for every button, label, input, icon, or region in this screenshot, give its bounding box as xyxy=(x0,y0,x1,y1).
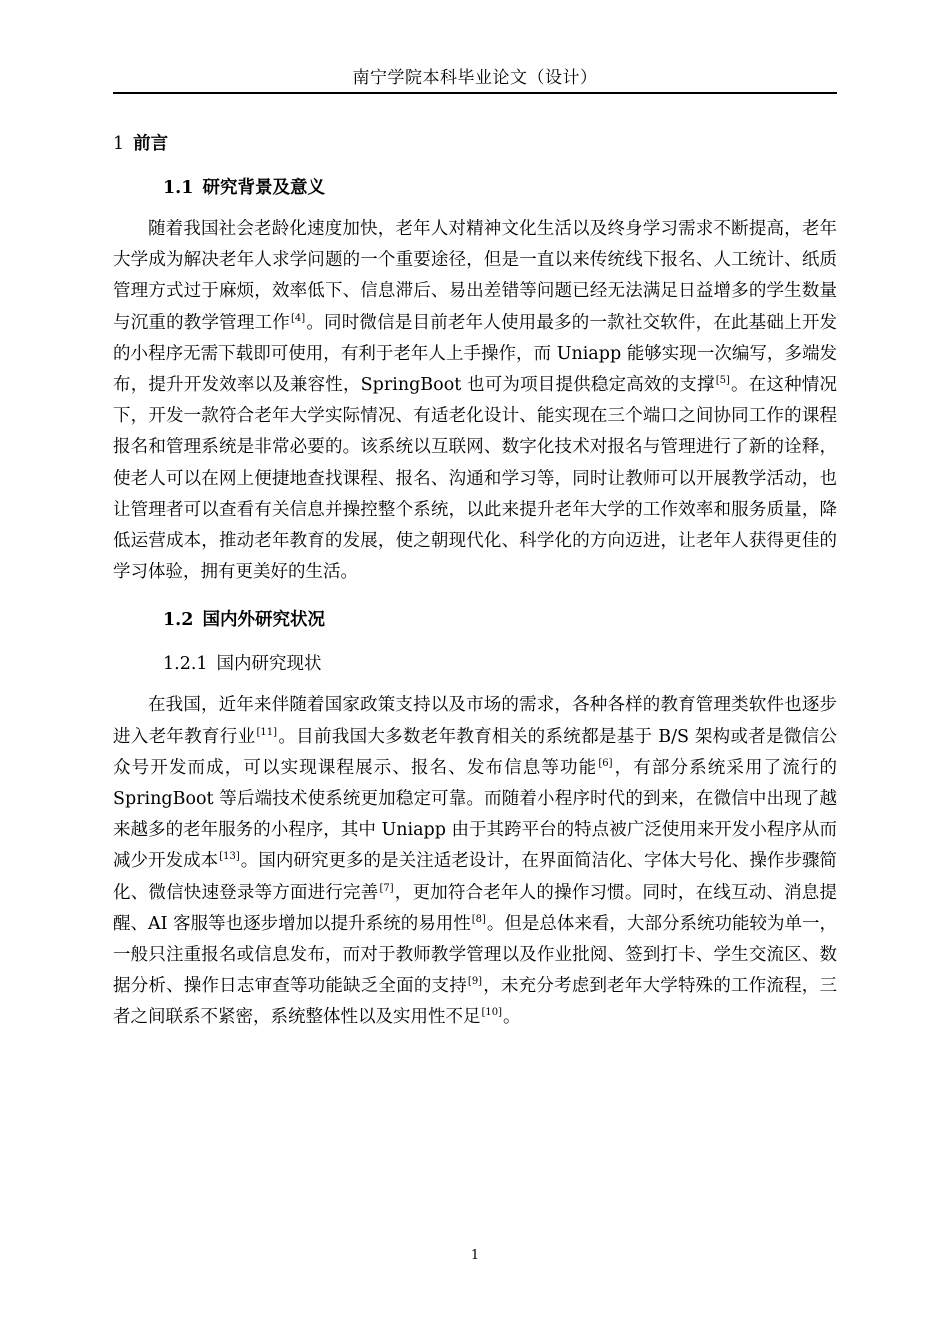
section-heading-1 xyxy=(113,122,837,166)
subsection-number: 1.1 xyxy=(163,178,194,198)
citation-ref[interactable]: [9] xyxy=(467,976,483,988)
text-run: 。同时微信是目前老年人使用最多的一款社交软件，在此基础上开发的小程序无需下载即可使用，有利于老年人上手操作，而 Uniapp 能够实现一次编写，多端发布，提升开发效率以及兼容性，SpringBoot 也可为项目提供稳定高效的支撑 xyxy=(113,312,838,396)
header-rule xyxy=(113,92,837,94)
text-run: ，更加符合老年人的操作习惯。同时，在线互动、消息提醒、AI 客服等也逐步增加以提升系统的易用性 xyxy=(113,882,838,934)
subsection-title: 研究背景及意义 xyxy=(202,178,325,198)
text-run: 随着我国社会老龄化速度加快，老年人对精神文化生活以及终身学习需求不断提高，老年大学成为解决老年人求学问题的一个重要途径，但是一直以来传统线下报名、人工统计、纸质管理方式过于麻烦，效率低下、信息滞后、易出差错等问题已经无法满足日益增多的学生数量与沉重的教学管理工作 xyxy=(113,219,837,333)
subsubsection-number: 1.2.1 xyxy=(163,654,208,675)
page-body xyxy=(113,122,837,1038)
citation-ref[interactable]: [10] xyxy=(481,1007,503,1019)
text-run: 。国内研究更多的是关注适老设计，在界面简洁化、字体大号化、操作步骤简化、微信快速登录等方面进行完善 xyxy=(113,851,838,903)
citation-ref[interactable]: [13] xyxy=(219,851,240,863)
text-run: 在我国，近年来伴随着国家政策支持以及市场的需求，各种各样的教育管理类软件也逐步进入老年教育行业 xyxy=(113,695,837,747)
citation-ref[interactable]: [6] xyxy=(598,757,613,769)
section-number: 1 xyxy=(113,134,125,154)
running-header: 南宁学院本科毕业论文（设计） xyxy=(352,68,598,88)
text-run: ，有部分系统采用了流行的 SpringBoot 等后端技术使系统更加稳定可靠。而随着小程序时代的到来，在微信中出现了越来越多的老年服务的小程序，其中 Uniapp 由于其跨平台的特点被广泛使用来开发小程序从而减少开发成本 xyxy=(113,757,838,872)
subsubsection-heading-1-2-1 xyxy=(113,642,837,686)
citation-ref[interactable]: [8] xyxy=(471,913,486,925)
subsection-title: 国内外研究状况 xyxy=(202,610,325,631)
page-number: 1 xyxy=(470,1248,480,1263)
paragraph-background xyxy=(113,210,837,592)
subsubsection-title: 国内研究现状 xyxy=(216,654,322,675)
subsection-number: 1.2 xyxy=(163,610,194,631)
citation-ref[interactable]: [5] xyxy=(715,375,730,387)
text-run: 。但是总体来看，大部分系统功能较为单一，一般只注重报名或信息发布，而对于教师教学管理以及作业批阅、签到打卡、学生交流区、数据分析、操作日志审查等功能缺乏全面的支持 xyxy=(113,913,837,997)
subsection-heading-1-1 xyxy=(113,166,837,210)
citation-ref[interactable]: [11] xyxy=(256,726,278,738)
text-run: ，未充分考虑到老年大学特殊的工作流程，三者之间联系不紧密，系统整体性以及实用性不足 xyxy=(113,976,838,1028)
subsection-heading-1-2 xyxy=(113,598,837,642)
text-run: 。目前我国大多数老年教育相关的系统都是基于 B/S 架构或者是微信公众号开发而成，可以实现课程展示、报名、发布信息等功能 xyxy=(113,726,837,778)
citation-ref[interactable]: [4] xyxy=(290,312,306,324)
section-title: 前言 xyxy=(133,134,169,154)
citation-ref[interactable]: [7] xyxy=(379,882,394,894)
text-run: 。 xyxy=(503,1007,521,1028)
text-run: 。在这种情况下，开发一款符合老年大学实际情况、有适老化设计、能实现在三个端口之间协同工作的课程报名和管理系统是非常必要的。该系统以互联网、数字化技术对报名与管理进行了新的诠释，使老人可以在网上便捷地查找课程、报名、沟通和学习等，同时让教师可以开展教学活动，也让管理者可以查看有关信息并操控整个系统，以此来提升老年大学的工作效率和服务质量，降低运营成本，推动老年教育的发展，使之朝现代化、科学化的方向迈进，让老年人获得更佳的学习体验，拥有更美好的生活。 xyxy=(113,375,838,583)
paragraph-domestic-research xyxy=(113,686,837,1037)
